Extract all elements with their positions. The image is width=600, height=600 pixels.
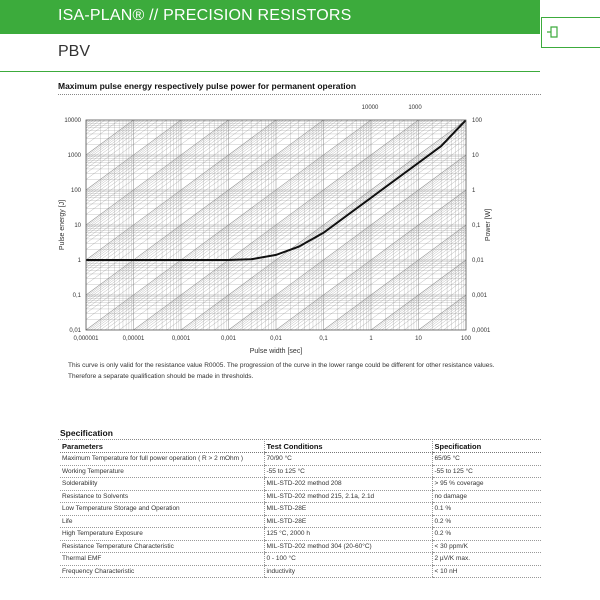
spec-table — [60, 441, 541, 578]
spec-test-condition: MIL-STD-202 method 215, 2.1a, 2.1d — [264, 490, 432, 503]
y-tick-label: 1 — [77, 258, 81, 264]
power-line — [86, 0, 466, 109]
spec-value: 0.2 % — [432, 528, 541, 541]
spec-test-condition: MIL-STD-202 method 208 — [264, 478, 432, 491]
spec-test-condition: 0 - 100 °C — [264, 553, 432, 566]
y2-tick-label: 0,01 — [472, 258, 484, 264]
spec-row — [60, 503, 541, 516]
spec-row — [60, 453, 541, 466]
y-tick-label: 1000 — [67, 153, 81, 159]
y2-tick-label: 100 — [472, 118, 483, 124]
spec-value: 2 µV/K max. — [432, 553, 541, 566]
spec-value: -55 to 125 °C — [432, 465, 541, 478]
x-tick-label: 0,0001 — [171, 336, 191, 342]
spec-test-condition: MIL-STD-202 method 304 (20-60°C) — [264, 540, 432, 553]
spec-row — [60, 465, 541, 478]
y2-tick-label: 0,001 — [472, 293, 488, 299]
y-tick-label: 100 — [70, 188, 81, 194]
spec-parameter: Maximum Temperature for full power operation ( R > 2 mOhm ) — [60, 453, 264, 466]
power-line — [86, 0, 466, 90]
spec-row — [60, 515, 541, 528]
spec-row — [60, 540, 541, 553]
spec-parameter: Low Temperature Storage and Operation — [60, 503, 264, 516]
power-line — [86, 0, 466, 96]
spec-value: < 10 nH — [432, 565, 541, 578]
spec-header-parameters: Parameters — [60, 441, 264, 453]
header-title: ISA-PLAN® // PRECISION RESISTORS — [58, 7, 352, 24]
x-tick-label: 0,001 — [220, 336, 237, 342]
y2-tick-label: 10 — [472, 153, 479, 159]
spec-test-condition: inductivity — [264, 565, 432, 578]
power-line — [86, 0, 466, 122]
spec-value: no damage — [432, 490, 541, 503]
y2-axis-title: Power [W] — [485, 208, 492, 242]
spec-value: < 30 ppm/K — [432, 540, 541, 553]
spec-row — [60, 553, 541, 566]
spec-parameter: Resistance to Solvents — [60, 490, 264, 503]
spec-parameter: Resistance Temperature Characteristic — [60, 540, 264, 553]
y-tick-label: 10 — [74, 223, 81, 229]
y-axis-title: Pulse energy [J] — [59, 199, 66, 251]
top-label: 1000 — [408, 105, 422, 111]
x-tick-label: 0,01 — [270, 336, 282, 342]
x-tick-label: 1 — [369, 336, 373, 342]
spec-header-test-conditions: Test Conditions — [264, 441, 432, 453]
spec-header-row — [60, 441, 541, 453]
power-line — [86, 0, 466, 93]
chart-section-title: Maximum pulse energy respectively pulse power for permanent operation — [58, 81, 357, 91]
spec-test-condition: -55 to 125 °C — [264, 465, 432, 478]
grid-group — [86, 0, 466, 380]
y-tick-label: 0,1 — [72, 293, 81, 299]
y-tick-label: 0,01 — [69, 328, 81, 334]
spec-row — [60, 478, 541, 491]
spec-title: Specification — [60, 428, 113, 438]
power-line — [86, 0, 466, 99]
x-tick-label: 0,00001 — [122, 336, 145, 342]
spec-test-condition: MIL-STD-28E — [264, 515, 432, 528]
spec-value: 0.1 % — [432, 503, 541, 516]
spec-parameter: Life — [60, 515, 264, 528]
x-tick-label: 10 — [415, 336, 422, 342]
chart-note-2: Therefore a separate qualification should be made in thresholds. — [68, 373, 254, 380]
power-line — [86, 0, 466, 120]
top-label: 10000 — [361, 105, 379, 111]
y2-tick-label: 0,1 — [472, 223, 481, 229]
spec-row — [60, 528, 541, 541]
x-tick-label: 0,000001 — [73, 336, 99, 342]
spec-test-condition: 125 °C, 2000 h — [264, 528, 432, 541]
spec-parameter: Frequency Characteristic — [60, 565, 264, 578]
power-line — [86, 0, 466, 88]
chart-note-1: This curve is only valid for the resistance value R0005. The progression of the curve in the lower range could be different for other resistance values. — [68, 362, 495, 369]
spec-parameter: Thermal EMF — [60, 553, 264, 566]
y2-tick-label: 0,0001 — [472, 328, 491, 334]
spec-row — [60, 490, 541, 503]
spec-value: 65/95 °C — [432, 453, 541, 466]
x-tick-label: 0,1 — [319, 336, 328, 342]
power-line — [86, 0, 466, 134]
power-line — [86, 0, 466, 138]
x-axis-title: Pulse width [sec] — [249, 348, 303, 355]
spec-parameter: Solderability — [60, 478, 264, 491]
y-tick-label: 10000 — [64, 118, 81, 124]
spec-test-condition: MIL-STD-28E — [264, 503, 432, 516]
spec-test-condition: 70/90 °C — [264, 453, 432, 466]
spec-header-specification: Specification — [432, 441, 541, 453]
spec-row — [60, 565, 541, 578]
spec-divider — [58, 439, 541, 440]
product-name: PBV — [58, 43, 91, 60]
x-tick-label: 100 — [460, 336, 472, 342]
y2-tick-label: 1 — [472, 188, 476, 194]
spec-parameter: Working Temperature — [60, 465, 264, 478]
power-line — [86, 0, 466, 87]
spec-value: > 95 % coverage — [432, 478, 541, 491]
spec-parameter: High Temperature Exposure — [60, 528, 264, 541]
power-line — [86, 0, 466, 103]
spec-value: 0.2 % — [432, 515, 541, 528]
